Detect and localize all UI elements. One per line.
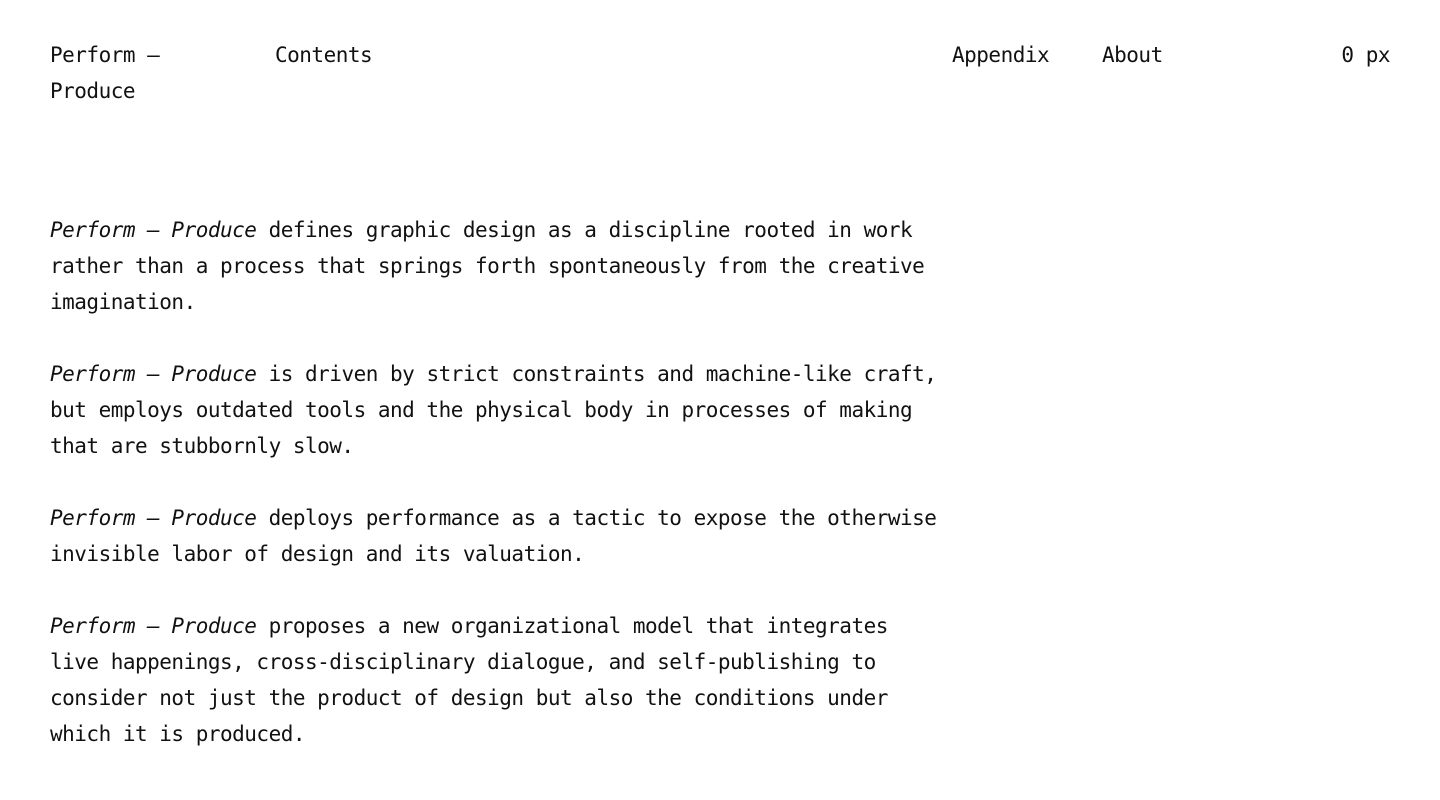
project-title-emphasis: Perform – Produce [50, 218, 257, 242]
intro-paragraph-1 [50, 212, 940, 320]
intro-paragraph-3 [50, 500, 940, 572]
intro-paragraph-4 [50, 608, 940, 752]
project-title-emphasis: Perform – Produce [50, 506, 257, 530]
paragraph-text: defines graphic design as a discipline rooted in work rather than a process that springs forth spontaneously from the creative imagination. [50, 218, 925, 314]
nav-appendix-link[interactable]: Appendix [952, 43, 1050, 67]
intro-text [50, 212, 940, 788]
paragraph-text: deploys performance as a tactic to expose the otherwise invisible labor of design and its valuation. [50, 506, 937, 566]
project-title-emphasis: Perform – Produce [50, 362, 257, 386]
nav-contents-link[interactable]: Contents [275, 43, 373, 67]
project-title-emphasis: Perform – Produce [50, 614, 257, 638]
paragraph-text: is driven by strict constraints and machine-like craft, but employs outdated tools and the physical body in processes of making that are stubbornly slow. [50, 362, 937, 458]
site-title-link[interactable]: Perform – Produce [50, 43, 160, 103]
paragraph-text: proposes a new organizational model that integrates live happenings, cross-disciplinary dialogue, and self-publishing to consider not just the product of design but also the conditions under which it is produced. [50, 614, 888, 746]
intro-paragraph-2 [50, 356, 940, 464]
scroll-position-readout: 0 px [1341, 43, 1390, 67]
nav-about-link[interactable]: About [1102, 43, 1163, 67]
